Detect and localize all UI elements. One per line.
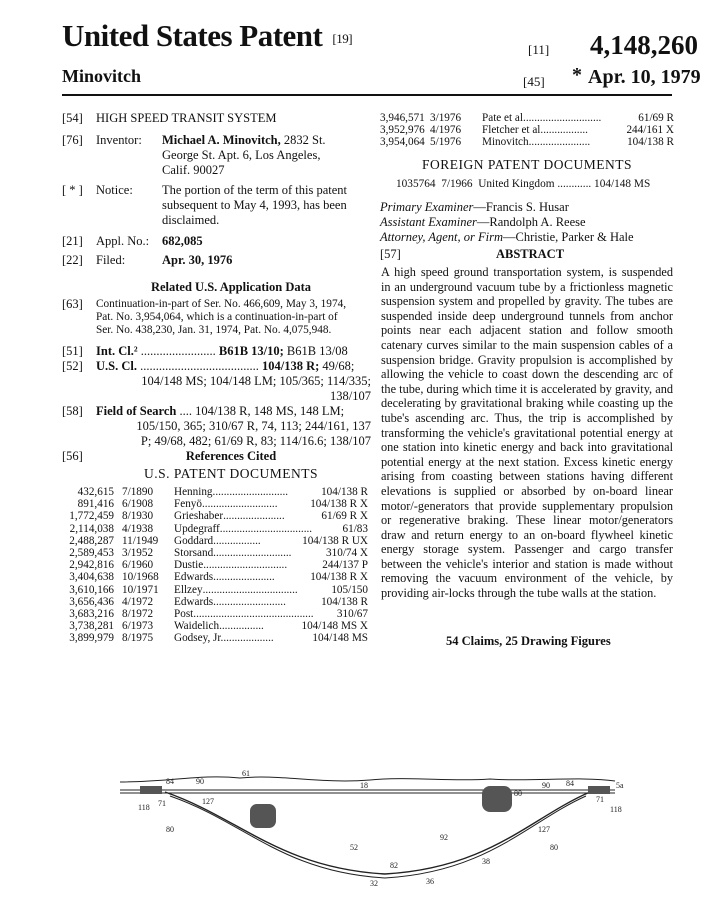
drawing-label: 80 — [514, 789, 522, 798]
us-cl-field: [52] U.S. Cl. ...................................... 104/138 R; 49/68; 104/148 MS; 104/148 LM; 105/365; 114/335; 138/107 — [62, 359, 371, 403]
date-ref: [45] — [523, 74, 545, 89]
ref-date: 3/1952 — [122, 547, 154, 560]
drawing-label: 52 — [350, 843, 358, 852]
ref-date: 4/1972 — [122, 595, 154, 608]
ref-date: 11/1949 — [122, 534, 159, 547]
ref-number: 3,946,571 — [380, 112, 425, 124]
drawing-label: 38 — [482, 857, 490, 866]
header-rule — [62, 94, 672, 96]
ref-number: 3,954,064 — [380, 136, 425, 149]
ref-number: 1,772,459 — [69, 510, 114, 523]
ref-name-class: Fenyö ........................... 104/138 R X — [174, 498, 368, 511]
ref-date: 6/1908 — [122, 498, 154, 511]
references-heading: References Cited — [185, 449, 277, 463]
drawing-label: 80 — [550, 843, 558, 852]
reference-row — [62, 510, 368, 522]
us-patent-docs-heading: U.S. PATENT DOCUMENTS — [143, 466, 319, 481]
reference-row — [62, 608, 368, 620]
reference-row — [380, 124, 674, 136]
reference-row — [380, 112, 674, 124]
ref-date: 8/1930 — [122, 510, 154, 523]
drawing-label: 71 — [596, 795, 604, 804]
drawing-label: 32 — [370, 879, 378, 888]
ref-number: 3,738,281 — [69, 620, 114, 633]
refs-code: [56] — [62, 449, 83, 463]
drawing-label: 61 — [242, 769, 250, 778]
filed-date: Apr. 30, 1976 — [162, 253, 233, 267]
inventor-field: [76] Inventor: Michael A. Minovitch, 2832 St. George St. Apt. 6, Los Angeles, Calif. 90027 — [62, 133, 326, 177]
drawing-label: 36 — [426, 877, 434, 886]
ref-number: 3,683,216 — [69, 608, 114, 621]
filed-field: [22] Filed: Apr. 30, 1976 — [62, 253, 233, 267]
abstract-code: [57] — [380, 247, 401, 261]
inventor-name: Michael A. Minovitch, — [162, 133, 281, 147]
ref-number: 3,952,976 — [380, 124, 425, 137]
patent-number: 4,148,260 — [590, 30, 698, 60]
ref-name-class: Post ........................................... 310/67 — [174, 608, 368, 621]
ref-name-class: Storsand ............................ 310/74 X — [174, 547, 368, 560]
ref-date: 3/1976 — [430, 112, 462, 124]
ref-name-class: Dustie .............................. 244/137 P — [174, 559, 368, 572]
reference-row — [62, 596, 368, 608]
drawing-label: 84 — [166, 777, 174, 786]
ref-number: 3,656,436 — [69, 595, 114, 608]
drawing-label: 90 — [196, 777, 204, 786]
abstract-text: A high speed ground transportation system, is suspended in an underground vacuum tube by a frictionless magnetic suspension system and propelled by gravity. The tubes are suspended inside deep underground tunnels from anchor points near each adjacent station and follow smooth catenary curves similar to the main suspension cables of a suspension bridge. Gravity propulsion is accomplished by allowing the vehicle to coast down the descending arc of the tube, during which time it is accelerated by gravity, and decelerating by gravitational braking while coasting up the tube's ascending arc. Thus, the trip is accomplished by transforming the vehicle's gravitational potential energy at one station into kinetic energy and back into gravitational potential energy at the next station. Excess kinetic energy arising from coasting between stations having different elevations is supplied or absorbed by on-board linear motor/-generators that provide supplementary propulsion or regenerative braking. These linear motor/generators draw and return energy to an on-board flywheel kinetic energy storage system. Passenger and cargo transfer between the vehicle's interior and station is made without removing the vacuum environment of the vehicle, by providing air-locks through the tube walls at the station. — [381, 265, 673, 601]
us-references-table — [62, 486, 368, 645]
reference-row — [380, 136, 674, 148]
station-block — [588, 786, 610, 794]
reference-row — [62, 535, 368, 547]
reference-row — [62, 498, 368, 510]
invention-title: HIGH SPEED TRANSIT SYSTEM — [96, 111, 277, 125]
reference-row — [62, 559, 368, 571]
patent-date: Apr. 10, 1979 — [588, 66, 701, 88]
appl-number: 682,085 — [162, 234, 203, 248]
ref-number: 2,942,816 — [69, 559, 114, 572]
drawing-label: 18 — [360, 781, 368, 790]
appl-field: [21] Appl. No.: 682,085 — [62, 234, 203, 248]
ref-name-class: Edwards ...................... 104/138 R X — [174, 571, 368, 584]
ref-date: 6/1960 — [122, 559, 154, 572]
ref-number: 891,416 — [77, 498, 114, 511]
reference-row — [62, 571, 368, 583]
drawing-label: 118 — [138, 803, 150, 812]
int-cl-field: [51] Int. Cl.² ........................ B61B 13/10; B61B 13/08 — [62, 344, 348, 358]
ref-number: 3,404,638 — [69, 571, 114, 584]
drawing-label: 71 — [158, 799, 166, 808]
reference-row — [62, 547, 368, 559]
field-of-search: [58] Field of Search .... 104/138 R, 148 MS, 148 LM; 105/150, 365; 310/67 R, 74, 113; 244/161, 137 P; 49/68, 482; 61/69 R, 83; 114/16.6; 138/107 — [62, 404, 371, 448]
ref-date: 4/1938 — [122, 522, 154, 535]
reference-row — [62, 632, 368, 644]
drawing-label: 92 — [440, 833, 448, 842]
tunnel-drawing — [110, 768, 670, 890]
notice-field: [ * ] Notice: The portion of the term of this patent subsequent to May 4, 1993, has been disclaimed. — [62, 183, 348, 227]
ref-date: 8/1975 — [122, 632, 154, 645]
ref-number: 3,610,166 — [69, 583, 114, 596]
rock-formation — [482, 786, 512, 812]
ref-date: 10/1971 — [122, 583, 159, 596]
examiners: Primary Examiner—Francis S. Husar Assistant Examiner—Randolph A. Reese Attorney, Agent, or Firm—Christie, Parker & Hale — [380, 200, 634, 244]
drawing-label: 90 — [542, 781, 550, 790]
ref-date: 6/1973 — [122, 620, 154, 633]
ref-name-class: Updegraff ................................. 61/83 — [174, 522, 368, 535]
reference-row — [62, 620, 368, 632]
drawing-label: 80 — [166, 825, 174, 834]
date-star: * — [572, 64, 582, 86]
reference-row — [62, 523, 368, 535]
patent-ref: [11] — [528, 42, 550, 57]
ref-date: 4/1976 — [430, 124, 462, 137]
drawing-label: 5a — [616, 781, 624, 790]
foreign-reference: 1035764 7/1966 United Kingdom ............ 104/148 MS — [396, 178, 651, 190]
ref-number: 3,899,979 — [69, 632, 114, 645]
drawing-label: 127 — [538, 825, 550, 834]
catenary-tube — [165, 792, 590, 874]
drawing-label: 118 — [610, 805, 622, 814]
ref-name-class: Fletcher et al. ................ 244/161 X — [482, 124, 674, 137]
station-block — [140, 786, 162, 794]
document-title: United States Patent [19] — [62, 18, 353, 53]
foreign-heading: FOREIGN PATENT DOCUMENTS — [421, 157, 633, 172]
ref-date: 8/1972 — [122, 608, 154, 621]
ref-name-class: Goddard ................. 104/138 R UX — [174, 534, 368, 547]
drawing-label: 82 — [390, 861, 398, 870]
inventor-surname: Minovitch — [62, 66, 141, 86]
ref-name-class: Ellzey .................................. 105/150 — [174, 583, 368, 596]
ref-name-class: Minovitch ...................... 104/138 R — [482, 136, 674, 149]
ref-name-class: Henning ........................... 104/138 R — [174, 486, 368, 498]
drawing-label: 127 — [202, 797, 214, 806]
rock-formation — [250, 804, 276, 828]
catenary-tube-inner — [170, 796, 586, 878]
ref-number: 2,488,287 — [69, 534, 114, 547]
abstract-heading: ABSTRACT — [495, 247, 565, 261]
ref-date: 10/1968 — [122, 571, 159, 584]
title-ref: [19] — [332, 30, 353, 46]
ref-date: 5/1976 — [430, 136, 462, 149]
ref-name-class: Waidelich ................ 104/148 MS X — [174, 620, 368, 633]
continuation-field: [63] Continuation-in-part of Ser. No. 466,609, May 3, 1974, Pat. No. 3,954,064, which is a continuation-in-part of Ser. No. 438,230, Jan. 31, 1974, Pat. No. 4,075,948. — [62, 297, 347, 336]
more-references-table — [380, 112, 674, 149]
reference-row — [62, 486, 368, 498]
ref-number: 2,114,038 — [69, 522, 114, 535]
title-field: [54] HIGH SPEED TRANSIT SYSTEM — [62, 111, 277, 125]
ref-number: 432,615 — [77, 486, 114, 498]
ref-name-class: Godsey, Jr. .................. 104/148 MS — [174, 632, 368, 645]
ref-name-class: Pate et al. ........................... 61/69 R — [482, 112, 674, 124]
reference-row — [62, 584, 368, 596]
ref-name-class: Grieshaber ...................... 61/69 R X — [174, 510, 368, 523]
ref-number: 2,589,453 — [69, 547, 114, 560]
claims-summary: 54 Claims, 25 Drawing Figures — [446, 634, 611, 648]
ref-name-class: Edwards .......................... 104/138 R — [174, 595, 368, 608]
related-heading: Related U.S. Application Data — [150, 280, 312, 294]
drawing-label: 84 — [566, 779, 574, 788]
ref-date: 7/1890 — [122, 486, 154, 498]
